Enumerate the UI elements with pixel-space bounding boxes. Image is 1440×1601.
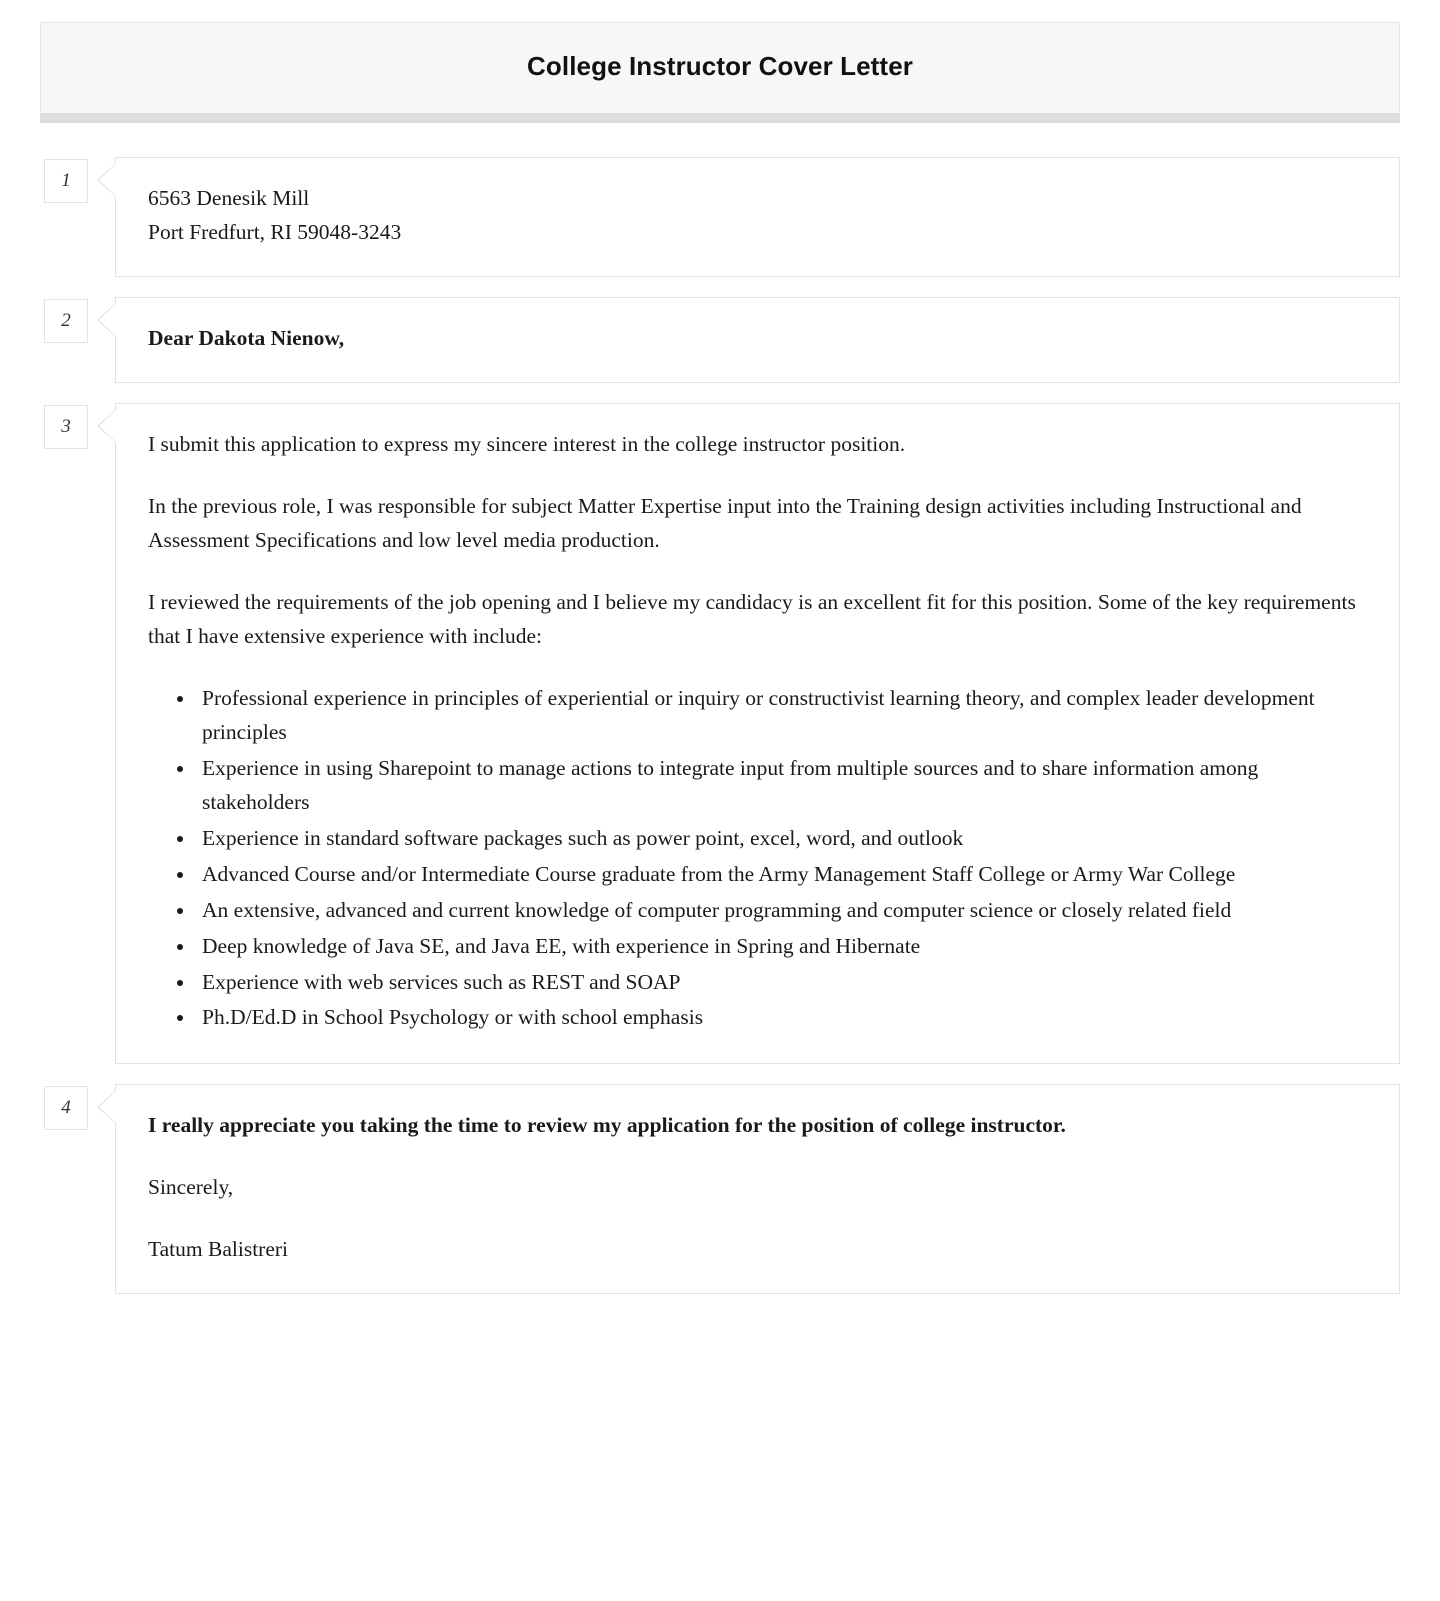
- letter-sections: [40, 157, 1400, 1294]
- address-line-2: Port Fredfurt, RI 59048-3243: [148, 219, 402, 244]
- requirements-list: [148, 682, 1369, 1036]
- body-paragraph-2: In the previous role, I was responsible for subject Matter Expertise input into the Training design activities including Instructional and Assessment Specifications and low level media production.: [148, 493, 1302, 552]
- list-item: • Advanced Course and/or Intermediate Course graduate from the Army Management Staff College or Army War College: [196, 858, 1369, 892]
- address-paragraph: [148, 182, 1369, 250]
- notch-inner-arrow-icon: [99, 1090, 117, 1124]
- body-content-box[interactable]: [115, 403, 1400, 1065]
- section-marker-1[interactable]: 1: [44, 159, 88, 203]
- section-marker-4[interactable]: 4: [44, 1086, 88, 1130]
- section-closing: [40, 1084, 1400, 1294]
- document-header: [40, 22, 1400, 123]
- list-item: • Deep knowledge of Java SE, and Java EE, with experience in Spring and Hibernate: [196, 930, 1369, 964]
- address-content-box[interactable]: [115, 157, 1400, 277]
- notch-inner-arrow-icon: [99, 409, 117, 443]
- cover-letter-page: [0, 22, 1440, 1294]
- address-line-1: 6563 Denesik Mill: [148, 186, 310, 210]
- section-marker-2[interactable]: 2: [44, 299, 88, 343]
- section-body: [40, 403, 1400, 1065]
- list-item: • Professional experience in principles of experiential or inquiry or constructivist learning theory, and complex leader development principles: [196, 682, 1369, 750]
- notch-inner-arrow-icon: [99, 163, 117, 197]
- signature-name: Tatum Balistreri: [148, 1237, 289, 1262]
- closing-content-box[interactable]: [115, 1084, 1400, 1294]
- list-item: • Experience in using Sharepoint to manage actions to integrate input from multiple sources and to share information among stakeholders: [196, 752, 1369, 820]
- list-item: • An extensive, advanced and current knowledge of computer programming and computer science or closely related field: [196, 894, 1369, 928]
- list-item: • Ph.D/Ed.D in School Psychology or with school emphasis: [196, 1001, 1369, 1035]
- closing-statement: I really appreciate you taking the time to review my application for the position of college instructor.: [148, 1113, 1066, 1138]
- list-item: • Experience in standard software packages such as power point, excel, word, and outlook: [196, 822, 1369, 856]
- salutation-text: Dear Dakota Nienow,: [148, 325, 345, 350]
- notch-inner-arrow-icon: [99, 303, 117, 337]
- page-title: College Instructor Cover Letter: [527, 50, 913, 81]
- section-marker-3[interactable]: 3: [44, 405, 88, 449]
- salutation-content-box[interactable]: [115, 297, 1400, 383]
- body-paragraph-3: I reviewed the requirements of the job opening and I believe my candidacy is an excellent fit for this position. Some of the key requirements that I have extensive experience with include:: [148, 589, 1356, 648]
- sign-off: Sincerely,: [148, 1175, 234, 1200]
- list-item: • Experience with web services such as REST and SOAP: [196, 966, 1369, 1000]
- section-salutation: [40, 297, 1400, 383]
- section-address: [40, 157, 1400, 277]
- body-paragraph-1: I submit this application to express my sincere interest in the college instructor position.: [148, 431, 906, 456]
